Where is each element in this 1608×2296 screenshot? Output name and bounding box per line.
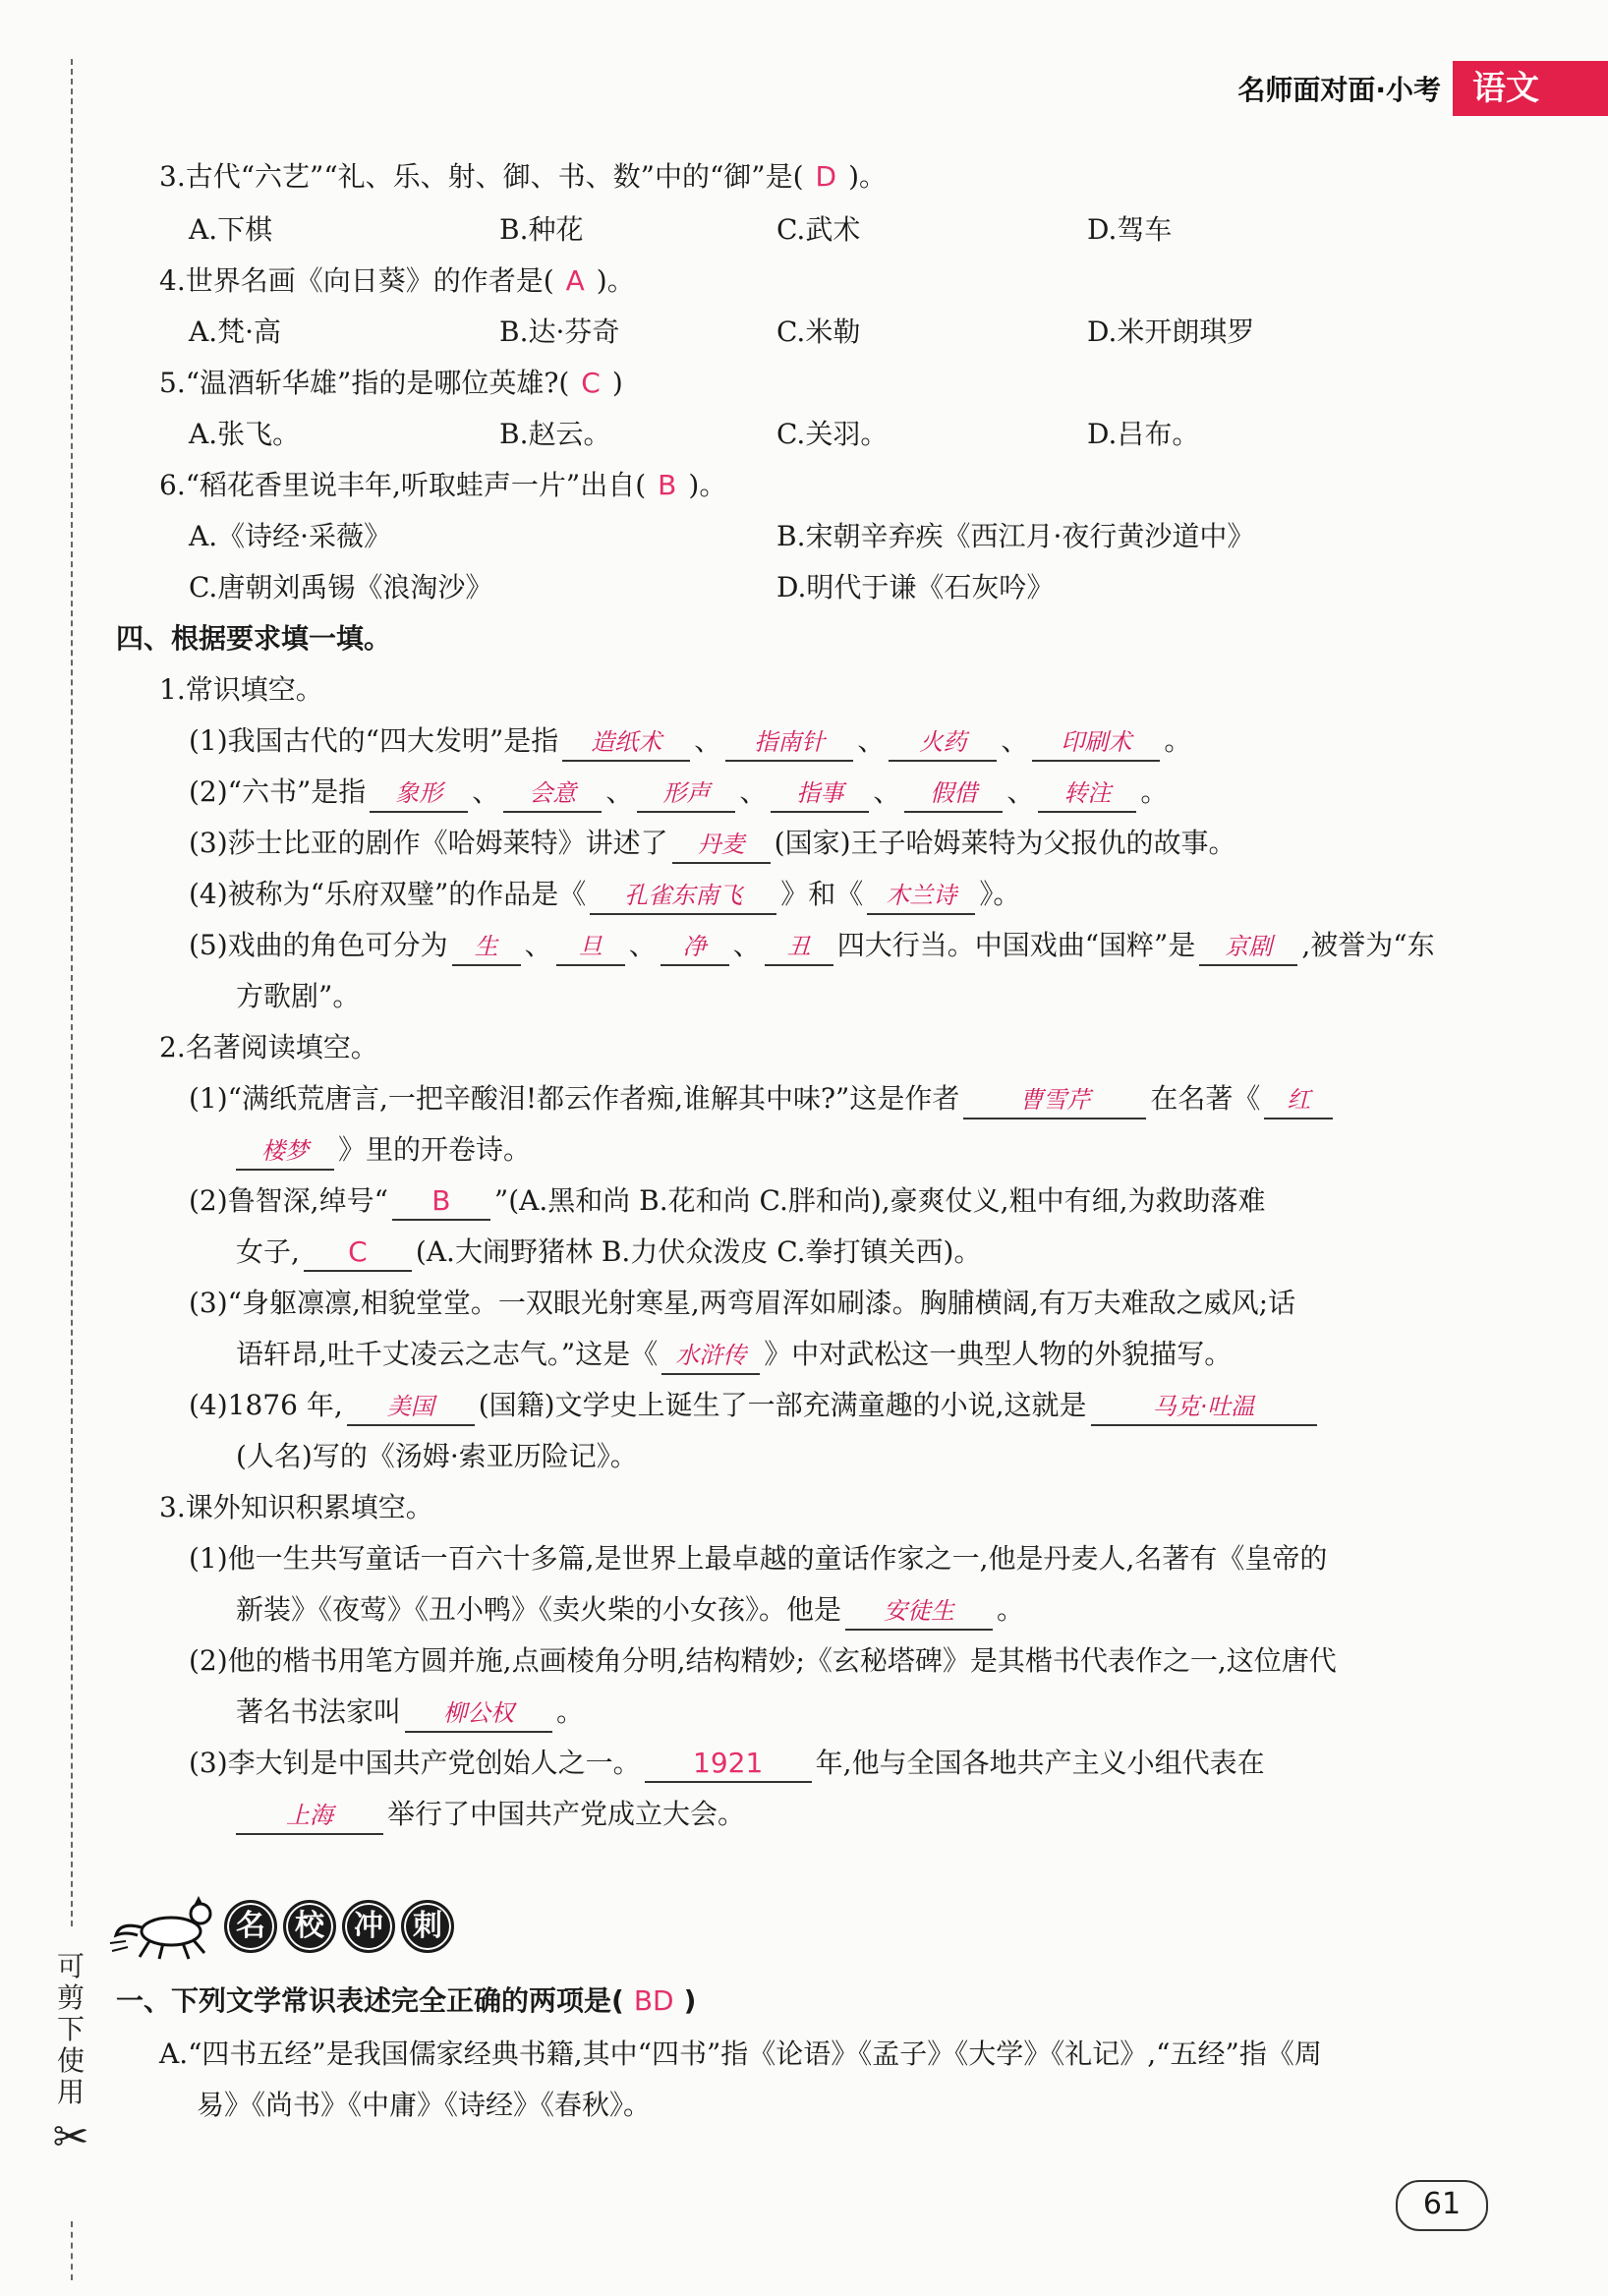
option: C.关羽。 bbox=[776, 418, 889, 450]
answer-q5: C bbox=[581, 367, 601, 399]
option: B.达·芬奇 bbox=[499, 316, 620, 348]
question-4: 4.世界名画《向日葵》的作者是( A )。 bbox=[159, 264, 635, 297]
answer-q3: D bbox=[815, 160, 837, 193]
option: D.驾车 bbox=[1087, 213, 1173, 246]
option: A.张飞。 bbox=[189, 418, 301, 450]
question-5: 5.“温酒斩华雄”指的是哪位英雄?( C ) bbox=[159, 367, 623, 399]
question-6: 6.“稻花香里说丰年,听取蛙声一片”出自( B )。 bbox=[159, 469, 727, 501]
cut-label-5: 用 bbox=[56, 2076, 85, 2108]
subsection-title: 3.课外知识积累填空。 bbox=[159, 1491, 433, 1523]
option: B.宋朝辛弃疾《西江月·夜行黄沙道中》 bbox=[776, 520, 1255, 552]
series-title: 名师面对面·小考 bbox=[1237, 74, 1441, 106]
cut-line bbox=[71, 59, 73, 1926]
reading-line-3: (3)“身躯凛凛,相貌堂堂。一双眼光射寒星,两弯眉浑如刷漆。胸脯横阔,有万夫难敌之威风;话 bbox=[189, 1287, 1296, 1319]
option: A.梵·高 bbox=[189, 316, 282, 348]
knowledge-line-1-cont: 新装》《夜莺》《丑小鸭》《卖火柴的小女孩》。他是 安徒生 。 bbox=[236, 1590, 1024, 1631]
final-option-a-cont: 易》《尚书》《中庸》《诗经》《春秋》。 bbox=[197, 2089, 652, 2121]
scissors-icon: ✂ bbox=[52, 2112, 89, 2162]
section-title: 四、根据要求填一填。 bbox=[116, 622, 392, 655]
knowledge-line-1: (1)他一生共写童话一百六十多篇,是世界上最卓越的童话作家之一,他是丹麦人,名著有《皇帝的 bbox=[189, 1542, 1328, 1575]
option: D.吕布。 bbox=[1087, 418, 1200, 450]
page-header bbox=[1237, 61, 1608, 116]
subsection-title: 2.名著阅读填空。 bbox=[159, 1031, 378, 1063]
option: C.唐朝刘禹锡《浪淘沙》 bbox=[189, 571, 493, 603]
fill-line-1: (1)我国古代的“四大发明”是指 造纸术 、 指南针 、 火药 、 印刷术 。 bbox=[189, 721, 1191, 762]
badge-char: 冲 bbox=[342, 1900, 395, 1953]
reading-line-4: (4)1876 年, 美国 (国籍)文学史上诞生了一部充满童趣的小说,这就是 马克·吐温 bbox=[189, 1386, 1321, 1426]
page-number: 61 bbox=[1396, 2180, 1488, 2231]
reading-line-1: (1)“满纸荒唐言,一把辛酸泪!都云作者痴,谁解其中味?”这是作者 曹雪芹 在名著《 红 bbox=[189, 1079, 1337, 1119]
answer-q4: A bbox=[565, 264, 585, 297]
fill-line-5-cont: 方歌剧”。 bbox=[236, 980, 361, 1012]
option: A.《诗经·采薇》 bbox=[189, 520, 392, 552]
question-3: 3.古代“六艺”“礼、乐、射、御、书、数”中的“御”是( D )。 bbox=[159, 160, 888, 193]
badge-char: 校 bbox=[283, 1900, 336, 1953]
cut-label-3: 下 bbox=[56, 2013, 85, 2045]
option: B.赵云。 bbox=[499, 418, 611, 450]
option: D.明代于谦《石灰吟》 bbox=[776, 571, 1055, 603]
section-badge bbox=[110, 1892, 454, 1961]
option: B.种花 bbox=[499, 213, 584, 246]
horse-mascot-icon bbox=[110, 1892, 218, 1961]
reading-line-2-cont: 女子, C (A.大闹野猪林 B.力伏众泼皮 C.拳打镇关西)。 bbox=[236, 1233, 981, 1272]
knowledge-line-2-cont: 著名书法家叫 柳公权 。 bbox=[236, 1693, 584, 1733]
option: D.米开朗琪罗 bbox=[1087, 316, 1255, 348]
final-question: 一、下列文学常识表述完全正确的两项是( BD ) bbox=[116, 1984, 697, 2017]
reading-line-3-cont: 语轩昂,吐千丈凌云之志气。”这是《 水浒传 》中对武松这一典型人物的外貌描写。 bbox=[236, 1335, 1232, 1375]
option: A.下棋 bbox=[189, 213, 273, 246]
fill-line-2: (2)“六书”是指 象形 、 会意 、 形声 、 指事 、 假借 、 转注 。 bbox=[189, 773, 1168, 813]
badge-char: 刺 bbox=[401, 1900, 454, 1953]
cut-label-4: 使 bbox=[56, 2044, 85, 2077]
answer-final: BD bbox=[633, 1984, 674, 2017]
subject-tag: 语文 bbox=[1453, 61, 1608, 116]
cut-marker bbox=[51, 1951, 90, 2162]
knowledge-line-3: (3)李大钊是中国共产党创始人之一。 1921 年,他与全国各地共产主义小组代表在 bbox=[189, 1744, 1265, 1783]
knowledge-line-3-cont: 上海 举行了中国共产党成立大会。 bbox=[236, 1795, 745, 1835]
reading-line-1-cont: 楼梦 》里的开卷诗。 bbox=[236, 1130, 531, 1171]
cut-label-1: 可 bbox=[56, 1950, 85, 1982]
option: C.武术 bbox=[776, 213, 861, 246]
reading-line-4-cont: (人名)写的《汤姆·索亚历险记》。 bbox=[236, 1440, 638, 1472]
cut-line-bottom bbox=[71, 2221, 73, 2280]
subsection-title: 1.常识填空。 bbox=[159, 673, 323, 706]
fill-line-4: (4)被称为“乐府双璧”的作品是《 孔雀东南飞 》和《 木兰诗 》。 bbox=[189, 875, 1020, 915]
fill-line-5: (5)戏曲的角色可分为 生 、 旦 、 净 、 丑 四大行当。中国戏曲“国粹”是 京剧 ,被誉为“东 bbox=[189, 926, 1435, 966]
badge-char: 名 bbox=[224, 1900, 277, 1953]
cut-label-2: 剪 bbox=[56, 1981, 85, 2014]
option: C.米勒 bbox=[776, 316, 861, 348]
final-option-a: A.“四书五经”是我国儒家经典书籍,其中“四书”指《论语》《孟子》《大学》《礼记》,“五经”指《周 bbox=[159, 2038, 1322, 2070]
answer-q6: B bbox=[658, 469, 677, 501]
fill-line-3: (3)莎士比亚的剧作《哈姆莱特》讲述了 丹麦 (国家)王子哈姆莱特为父报仇的故事。 bbox=[189, 824, 1236, 864]
knowledge-line-2: (2)他的楷书用笔方圆并施,点画棱角分明,结构精妙;《玄秘塔碑》是其楷书代表作之一,这位唐代 bbox=[189, 1644, 1337, 1677]
reading-line-2: (2)鲁智深,绰号“ B ”(A.黑和尚 B.花和尚 C.胖和尚),豪爽仗义,粗中有细,为救助落难 bbox=[189, 1181, 1265, 1221]
